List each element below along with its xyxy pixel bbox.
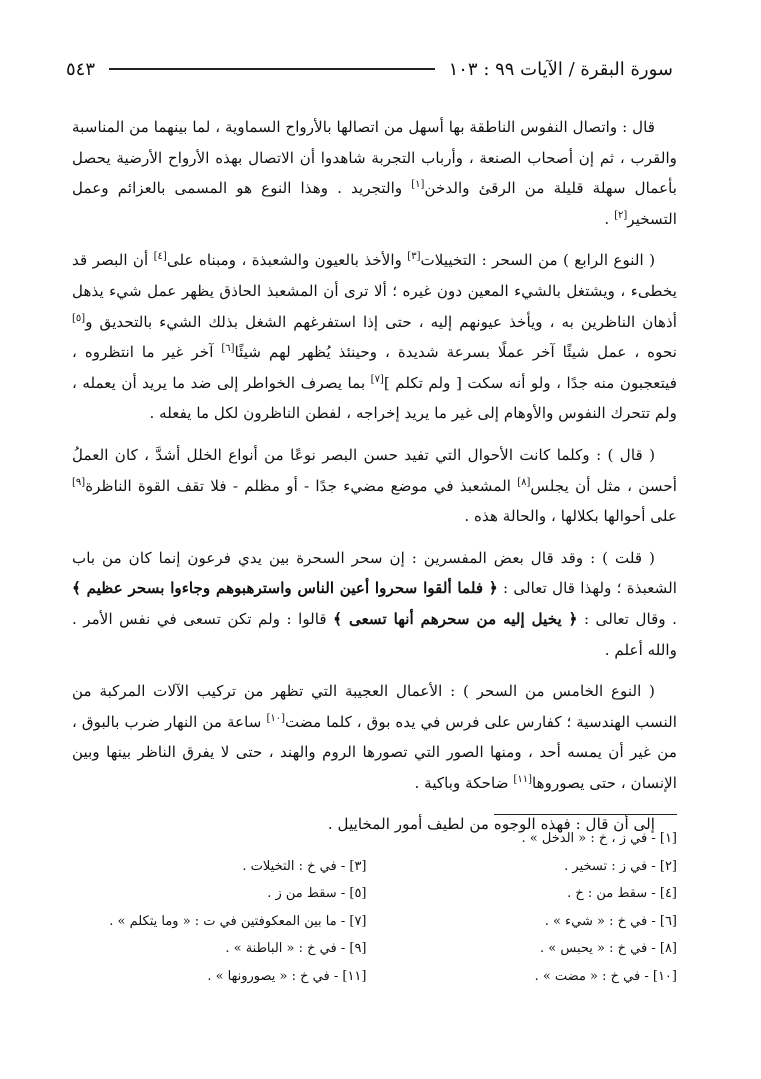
footnote: [٨] - في خ : « يحبس » .	[540, 941, 677, 956]
paragraph	[72, 440, 677, 532]
quran-quote: ﴿ فلما ألقوا سحروا أعين الناس واسترهبوهم وجاءوا بسحر عظيم ﴾	[72, 579, 498, 598]
page-number: ٥٤٣	[66, 58, 96, 80]
text-run: ساعة من النهار ضرب بالبوق ، من غير أن يمسه أحد ، ومنها الصور التي تصورها الروم والهند ، حتى لا يفرق الناظر بينها وبين الإنسان ، حتى يصوروها	[72, 712, 677, 792]
footnote: [٢] - في ز : تسخير .	[564, 858, 677, 874]
text-run: ( قلت ) : وقد قال بعض المفسرين : إن سحر السحرة بين يدي فرعون إنما كان من باب الشعبذة ؛ ولهذا قال تعالى :	[72, 548, 677, 598]
text-run: قالوا : ولم تكن تسعى في نفس الأمر . والله أعلم .	[72, 609, 677, 659]
footnote: [١٠] - في خ : « مضت » .	[534, 968, 677, 984]
paragraph	[72, 676, 677, 798]
footnotes	[72, 825, 677, 990]
footnote-ref: [٥]	[72, 312, 86, 324]
footnote: [٦] - في خ : « شيء » .	[544, 913, 677, 929]
paragraph	[72, 543, 677, 665]
text-run: ضاحكة وباكية .	[414, 773, 514, 792]
paragraph	[72, 245, 677, 429]
text-run: أن البصر قد يخطىء ، ويشتغل بالشيء المعين دون غيره ؛ ألا ترى أن المشعبذ الحاذق يظهر عمل شيء يذهل أذهان الناظرين به ، ويأخذ عيونهم إليه ، حتى إذا استفرغهم الشغل بذلك الشيء بالتحديق و	[72, 251, 677, 331]
footnote-ref: [٨]	[517, 476, 531, 488]
footnote-ref: [٤]	[153, 251, 167, 263]
text-run: قال : واتصال النفوس الناطقة بها أسهل من اتصالها بالأرواح السماوية ، لما بينهما من المناسبة والقرب ، ثم إن أصحاب الصنعة ، وأرباب التجربة شاهدوا أن الاتصال بهذه الأرواح الأرضية يحصل بأعمال سهلة قليلة من الرقئ والدخن	[72, 118, 677, 198]
text-run: المشعبذ في موضع مضيء جدًا - أو مظلم - فلا تقف القوة الناظرة	[85, 476, 518, 495]
quran-quote: ﴿ يخيل إليه من سحرهم أنها تسعى ﴾	[333, 609, 578, 628]
footnote-ref: [٧]	[370, 373, 384, 385]
text-run: ( النوع الرابع ) من السحر : التخييلات	[420, 251, 655, 270]
footnote: [٧] - ما بين المعكوفتين في ت : « وما يتكلم » .	[109, 913, 367, 929]
footnote-ref: [٣]	[407, 251, 421, 263]
text-run: ( قال ) : وكلما كانت الأحوال التي تفيد حسن البصر نوعًا من أنواع الخلل أشدَّ ، كان العملُ أحسن ، مثل أن يجلس	[72, 445, 677, 495]
footnote-ref: [١]	[411, 179, 425, 191]
paragraph	[72, 112, 677, 234]
running-title: سورة البقرة / الآيات ٩٩ : ١٠٣	[448, 58, 673, 80]
footnote-divider	[494, 814, 677, 815]
footnote-ref: [٦]	[221, 343, 235, 355]
footnote: [١١] - في خ : « يصورونها » .	[207, 968, 367, 984]
text-run: إلى أن قال : فهذه الوجوه من لطيف أمور المخاييل .	[327, 815, 655, 834]
text-run: ( النوع الخامس من السحر ) : الأعمال العجيبة التي تظهر من تركيب الآلات المركبة من النسب الهندسية ؛ كفارس على فرس في يده بوق ، كلما مضت	[72, 682, 677, 731]
footnote: [٤] - سقط من : خ .	[567, 886, 677, 901]
footnote-ref: [٢]	[614, 209, 628, 221]
footnote-ref: [١١]	[513, 773, 532, 785]
page-body	[72, 112, 677, 840]
footnote-ref: [٩]	[72, 476, 86, 488]
footnote: [١] - في ز ، خ : « الدخل » .	[521, 831, 677, 846]
text-run: آخر غير ما انتظروه ، فيتعجبون منه جدًا ، ولو أنه سكت [ ولم تكلم ]	[72, 343, 677, 392]
footnote-ref: [١٠]	[266, 712, 286, 724]
footnote: [٥] - سقط من ز .	[267, 886, 367, 901]
text-run: والأخذ بالعيون والشعبذة ، ومبناه على	[166, 251, 408, 270]
text-run: بما يصرف الخواطر إلى ضد ما يريد أن يعمله ، ولم تتحرك النفوس والأوهام إلى غير ما يريد إخراجه ، لفطن الناظرون لكل ما يفعله .	[72, 373, 677, 423]
page-header	[66, 52, 673, 86]
text-run: على أحوالها بكلالها ، والحالة هذه .	[464, 507, 677, 526]
footnote: [٩] - في خ : « الباطنة » .	[225, 941, 367, 956]
text-run: والتجريد . وهذا النوع هو المسمى بالعزائم وعمل التسخير	[72, 179, 677, 228]
header-rule	[109, 68, 435, 70]
text-run: .	[604, 209, 615, 228]
text-run: . وقال تعالى :	[577, 609, 677, 628]
footnote: [٣] - في خ : التخيلات .	[242, 858, 367, 874]
text-run: نحوه ، عمل شيئًا آخر عملًا بسرعة شديدة ، وحينئذ يُظهر لهم شيئًا	[234, 343, 677, 362]
